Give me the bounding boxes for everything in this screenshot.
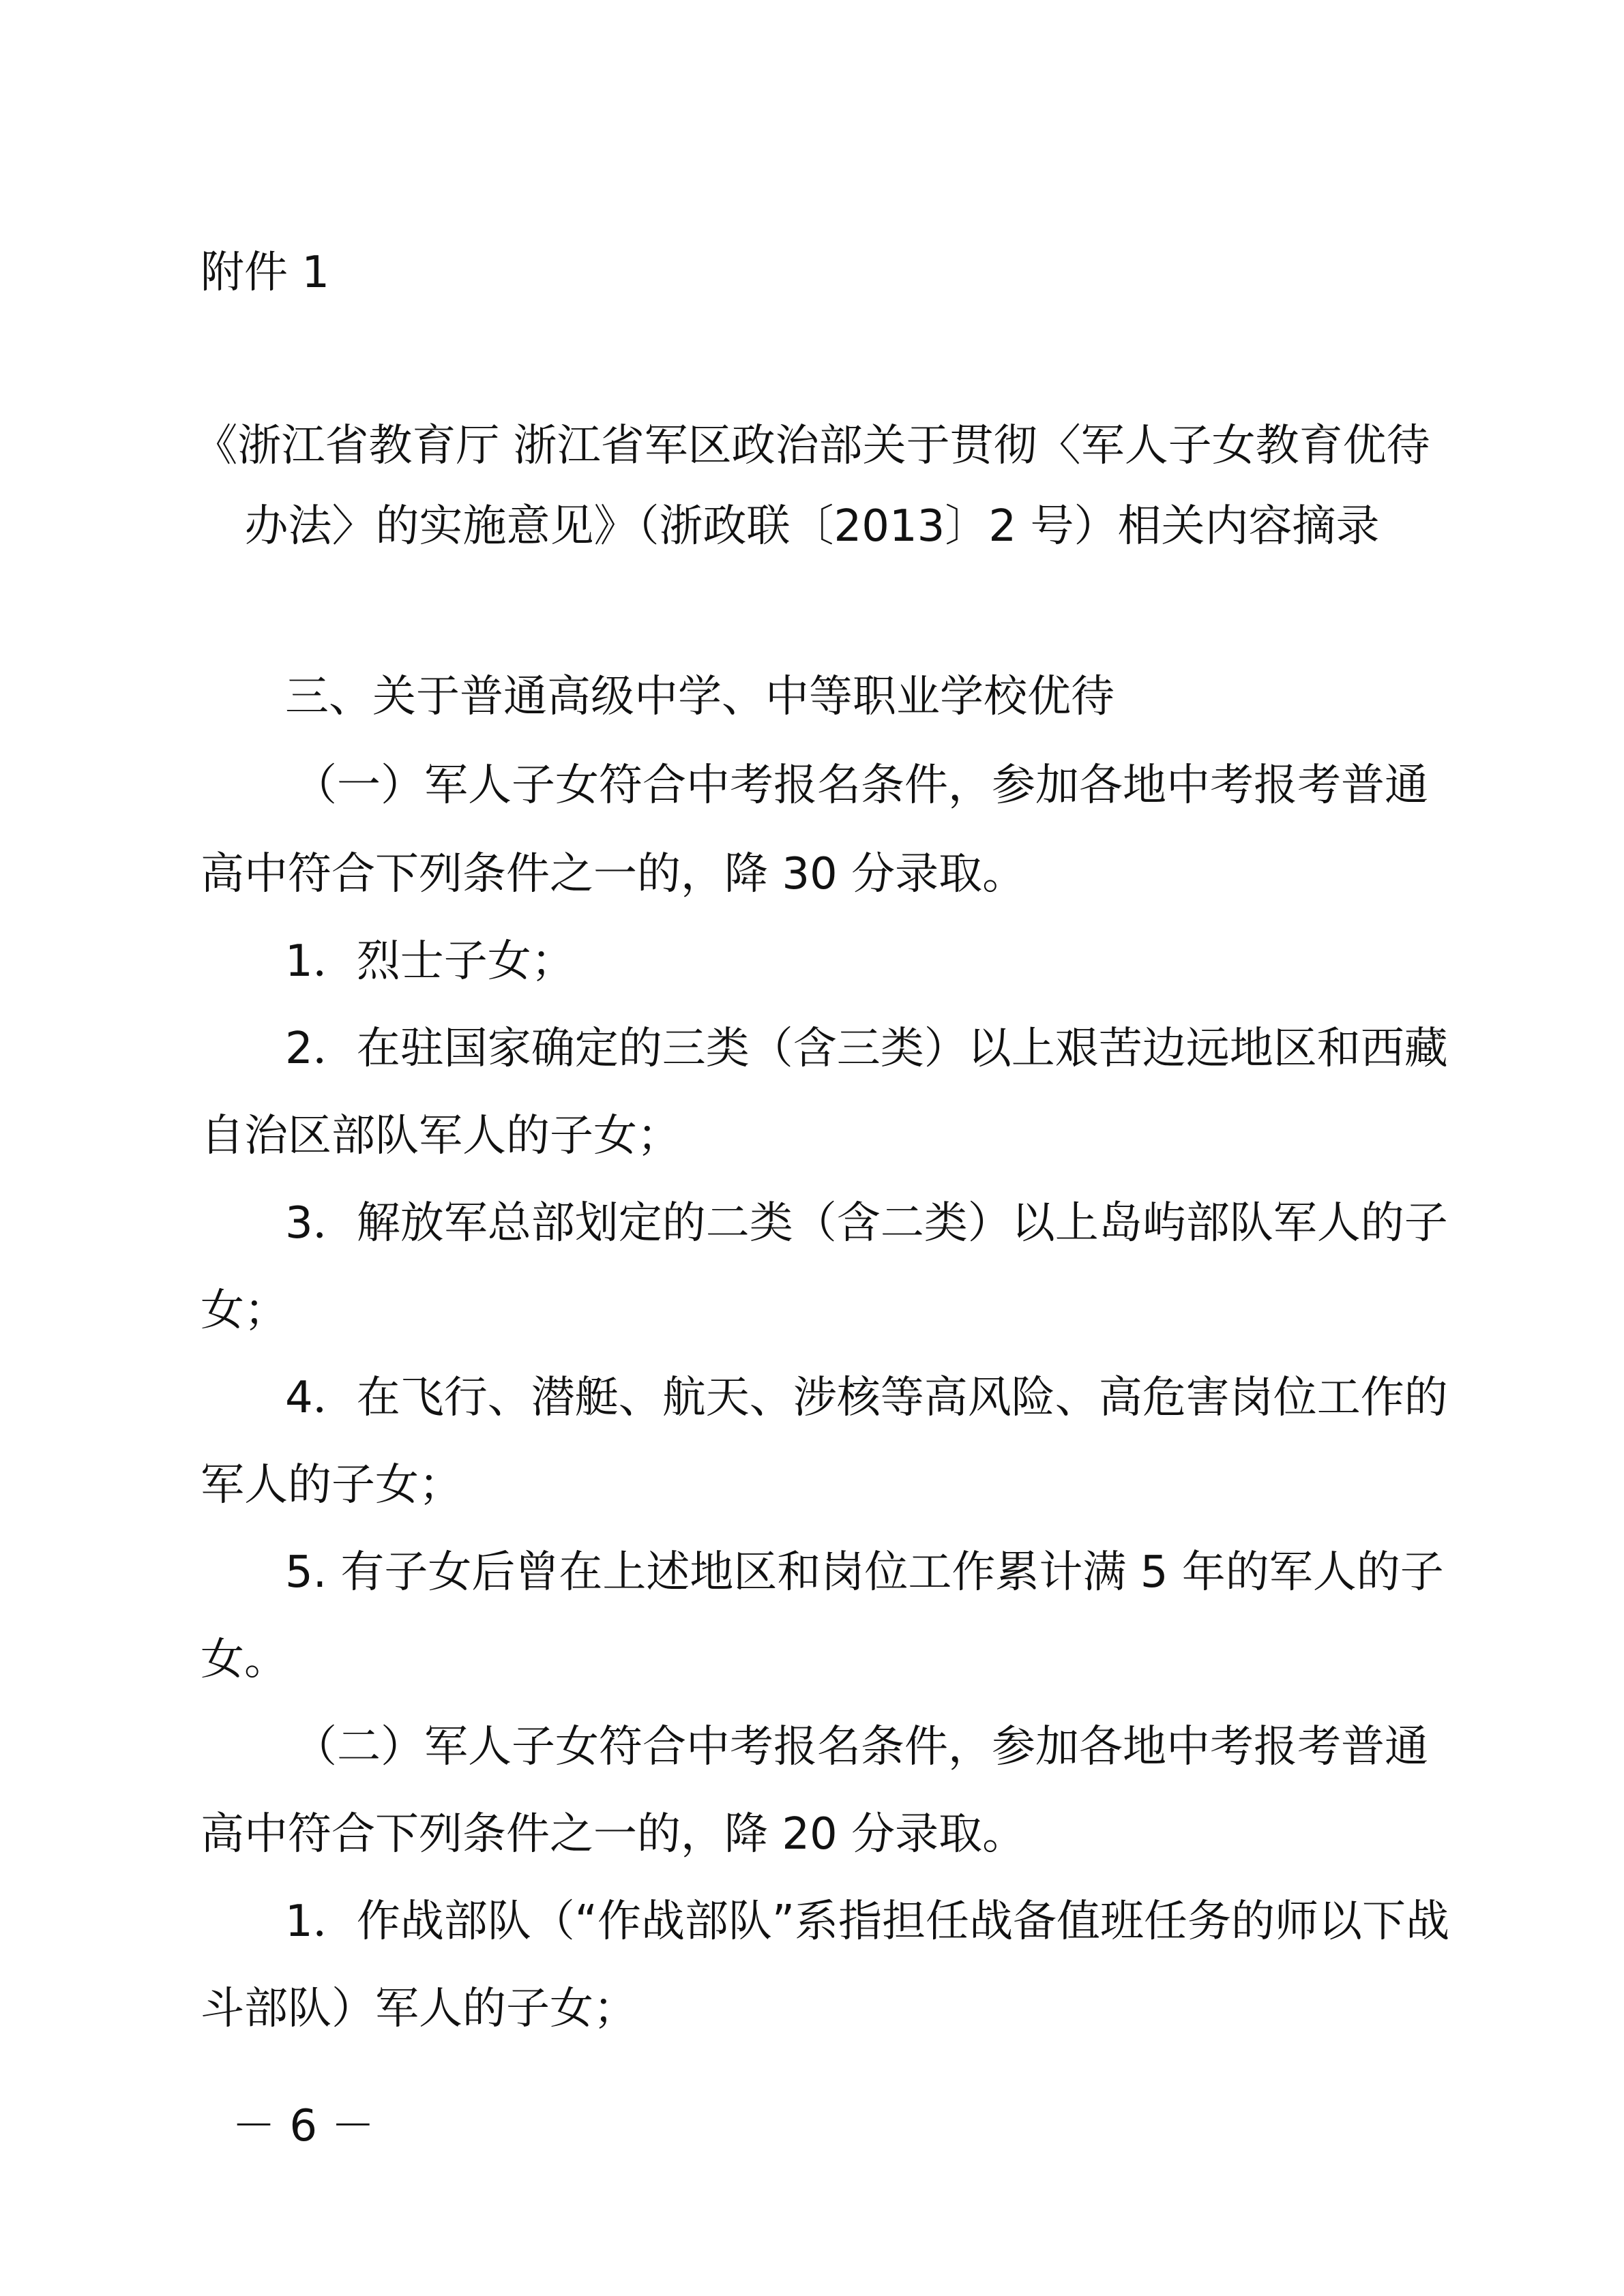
document-title-line-2: 办法〉的实施意见》（浙政联〔2013〕2 号）相关内容摘录 <box>244 501 1380 552</box>
list-item-5-line-2: 女。 <box>201 1635 288 1685</box>
list-item-b1-line-1: 1．作战部队（“作战部队”系指担任战备值班任务的师以下战 <box>285 1896 1450 1947</box>
list-item-5-line-1: 5. 有子女后曾在上述地区和岗位工作累计满 5 年的军人的子 <box>285 1547 1444 1598</box>
paragraph-1-line-2: 高中符合下列条件之一的，降 30 分录取。 <box>201 849 1027 899</box>
list-item-3-line-1: 3．解放军总部划定的二类（含二类）以上岛屿部队军人的子 <box>285 1198 1448 1249</box>
list-item-1: 1．烈士子女； <box>285 936 575 987</box>
document-title-line-1: 《浙江省教育厅 浙江省军区政治部关于贯彻〈军人子女教育优待 <box>194 421 1430 471</box>
list-item-2-line-2: 自治区部队军人的子女； <box>201 1111 681 1161</box>
section-heading: 三、关于普通高级中学、中等职业学校优待 <box>285 672 1114 722</box>
paragraph-2-line-2: 高中符合下列条件之一的，降 20 分录取。 <box>201 1809 1027 1860</box>
attachment-label: 附件 1 <box>201 248 330 298</box>
list-item-4-line-2: 军人的子女； <box>201 1460 462 1510</box>
list-item-b1-line-2: 斗部队）军人的子女； <box>201 1984 637 2034</box>
list-item-4-line-1: 4．在飞行、潜艇、航天、涉核等高风险、高危害岗位工作的 <box>285 1373 1448 1423</box>
list-item-3-line-2: 女； <box>201 1285 288 1336</box>
paragraph-1-line-1: （一）军人子女符合中考报名条件，参加各地中考报考普通 <box>293 760 1428 811</box>
list-item-2-line-1: 2．在驻国家确定的三类（含三类）以上艰苦边远地区和西藏 <box>285 1024 1448 1074</box>
paragraph-2-line-1: （二）军人子女符合中考报名条件，参加各地中考报考普通 <box>293 1722 1428 1772</box>
page-number: － 6 － <box>232 2101 375 2151</box>
